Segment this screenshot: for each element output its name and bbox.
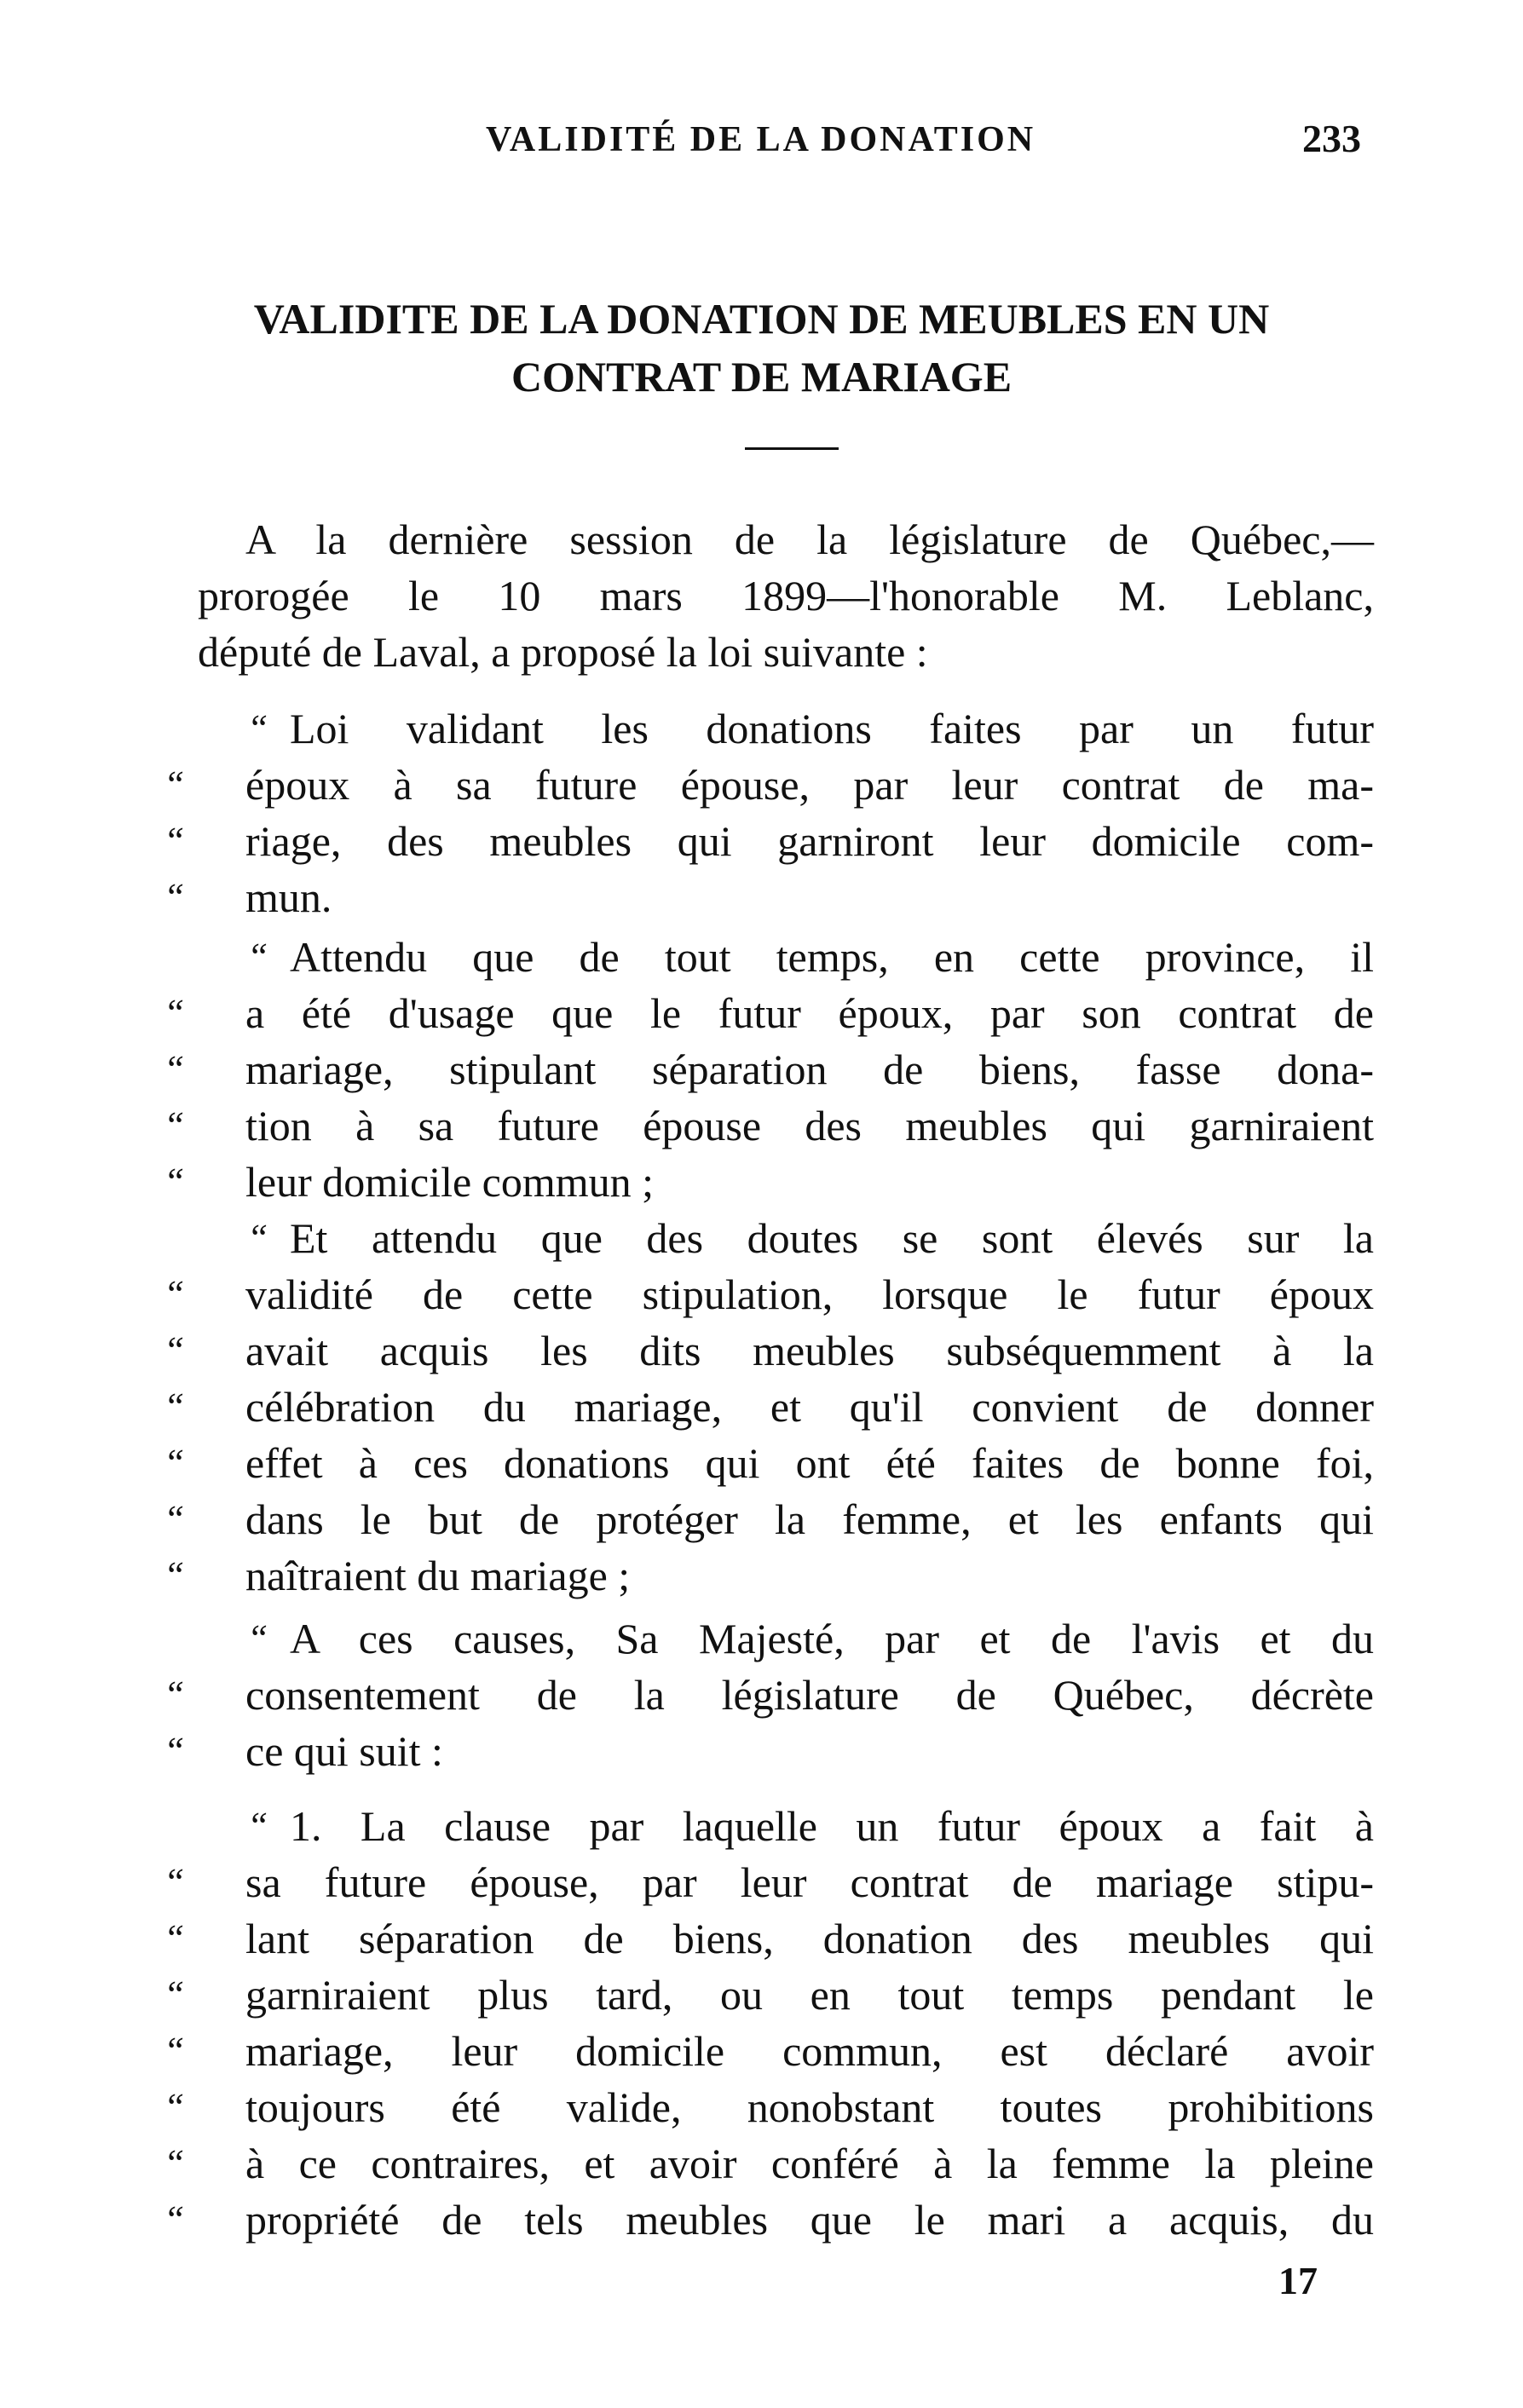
quoted-line: 1. La clause par laquelle un futur époux a fait à (290, 1802, 1374, 1850)
quote-mark: “ (164, 1161, 185, 1202)
quoted-line: mun. (245, 873, 332, 921)
quoted-line: tion à sa future épouse des meubles qui garniraient (245, 1102, 1374, 1149)
article-title-line-2: CONTRAT DE MARIAGE (511, 353, 1012, 400)
quoted-line: lant séparation de biens, donation des meubles qui (245, 1915, 1374, 1962)
quote-mark: “ (247, 936, 268, 977)
intro-paragraph (198, 511, 1374, 680)
quoted-line: a été d'usage que le futur époux, par son contrat de (245, 989, 1374, 1037)
quoted-line: dans le but de protéger la femme, et les enfants qui (245, 1495, 1374, 1543)
quote-mark: “ (164, 1861, 185, 1903)
quoted-line: A ces causes, Sa Majesté, par et de l'avis et du (290, 1615, 1374, 1662)
quote-mark: “ (164, 2086, 185, 2128)
quoted-line: avait acquis les dits meubles subséquemment à la (245, 1327, 1374, 1374)
quote-mark: “ (164, 1442, 185, 1483)
quoted-line: époux à sa future épouse, par leur contrat de ma- (245, 761, 1374, 809)
article-title (170, 290, 1353, 406)
quoted-paragraph-5 (164, 1798, 1374, 2248)
quote-mark: “ (164, 1498, 185, 1540)
quote-mark: “ (164, 876, 185, 918)
quote-mark: “ (247, 1805, 268, 1846)
quote-mark: “ (164, 763, 185, 805)
intro-line: député de Laval, a proposé la loi suivante : (198, 628, 928, 676)
quoted-line: leur domicile commun ; (245, 1158, 655, 1206)
running-head (0, 119, 1523, 170)
quote-mark: “ (164, 1104, 185, 1146)
quoted-paragraph-4 (164, 1610, 1374, 1779)
signature-mark: 17 (1278, 2259, 1318, 2302)
quote-mark: “ (164, 1674, 185, 1715)
quote-mark: “ (164, 1385, 185, 1427)
quoted-line: propriété de tels meubles que le mari a acquis, du (245, 2196, 1374, 2244)
quoted-line: célébration du mariage, et qu'il convient de donner (245, 1383, 1374, 1431)
quote-mark: “ (164, 820, 185, 861)
quoted-line: Attendu que de tout temps, en cette province, il (290, 933, 1374, 981)
quoted-paragraph-2 (164, 929, 1374, 1210)
quoted-line: mariage, stipulant séparation de biens, fasse dona- (245, 1046, 1374, 1093)
quote-mark: “ (164, 2198, 185, 2240)
quoted-line: riage, des meubles qui garniront leur domicile com- (245, 817, 1374, 865)
quoted-line: Loi validant les donations faites par un futur (290, 705, 1374, 752)
intro-line: A la dernière session de la législature de Québec,— (245, 516, 1374, 563)
quoted-line: validité de cette stipulation, lorsque le futur époux (245, 1270, 1374, 1318)
quoted-line: effet à ces donations qui ont été faites de bonne foi, (245, 1439, 1374, 1487)
title-divider (745, 447, 839, 450)
quoted-line: Et attendu que des doutes se sont élevés sur la (290, 1214, 1374, 1262)
quote-mark: “ (247, 707, 268, 749)
article-title-line-1: VALIDITE DE LA DONATION DE MEUBLES EN UN (253, 295, 1270, 343)
quoted-line: sa future épouse, par leur contrat de mariage stipu- (245, 1858, 1374, 1906)
quoted-line: ce qui suit : (245, 1727, 443, 1775)
quote-mark: “ (164, 1973, 185, 2015)
quote-mark: “ (164, 2030, 185, 2071)
quoted-paragraph-3 (164, 1210, 1374, 1604)
quote-mark: “ (164, 1554, 185, 1596)
quoted-line: mariage, leur domicile commun, est déclaré avoir (245, 2027, 1374, 2075)
page-number: 233 (1302, 117, 1361, 160)
running-title: VALIDITÉ DE LA DONATION (486, 120, 1036, 159)
quote-mark: “ (164, 1917, 185, 1959)
quoted-line: toujours été valide, nonobstant toutes prohibitions (245, 2083, 1374, 2131)
quote-mark: “ (164, 1048, 185, 1090)
quote-mark: “ (164, 2142, 185, 2184)
quoted-line: garniraient plus tard, ou en tout temps pendant le (245, 1971, 1374, 2019)
quote-mark: “ (247, 1617, 268, 1659)
quote-mark: “ (164, 1273, 185, 1315)
intro-line: prorogée le 10 mars 1899—l'honorable M. Leblanc, (198, 572, 1374, 619)
quoted-line: à ce contraires, et avoir conféré à la femme la pleine (245, 2140, 1374, 2187)
quoted-line: consentement de la législature de Québec, décrète (245, 1671, 1374, 1719)
quoted-line: naîtraient du mariage ; (245, 1552, 631, 1599)
quote-mark: “ (164, 992, 185, 1034)
quote-mark: “ (247, 1217, 268, 1259)
quote-mark: “ (164, 1329, 185, 1371)
quoted-paragraph-1 (164, 700, 1374, 925)
quote-mark: “ (164, 1730, 185, 1771)
